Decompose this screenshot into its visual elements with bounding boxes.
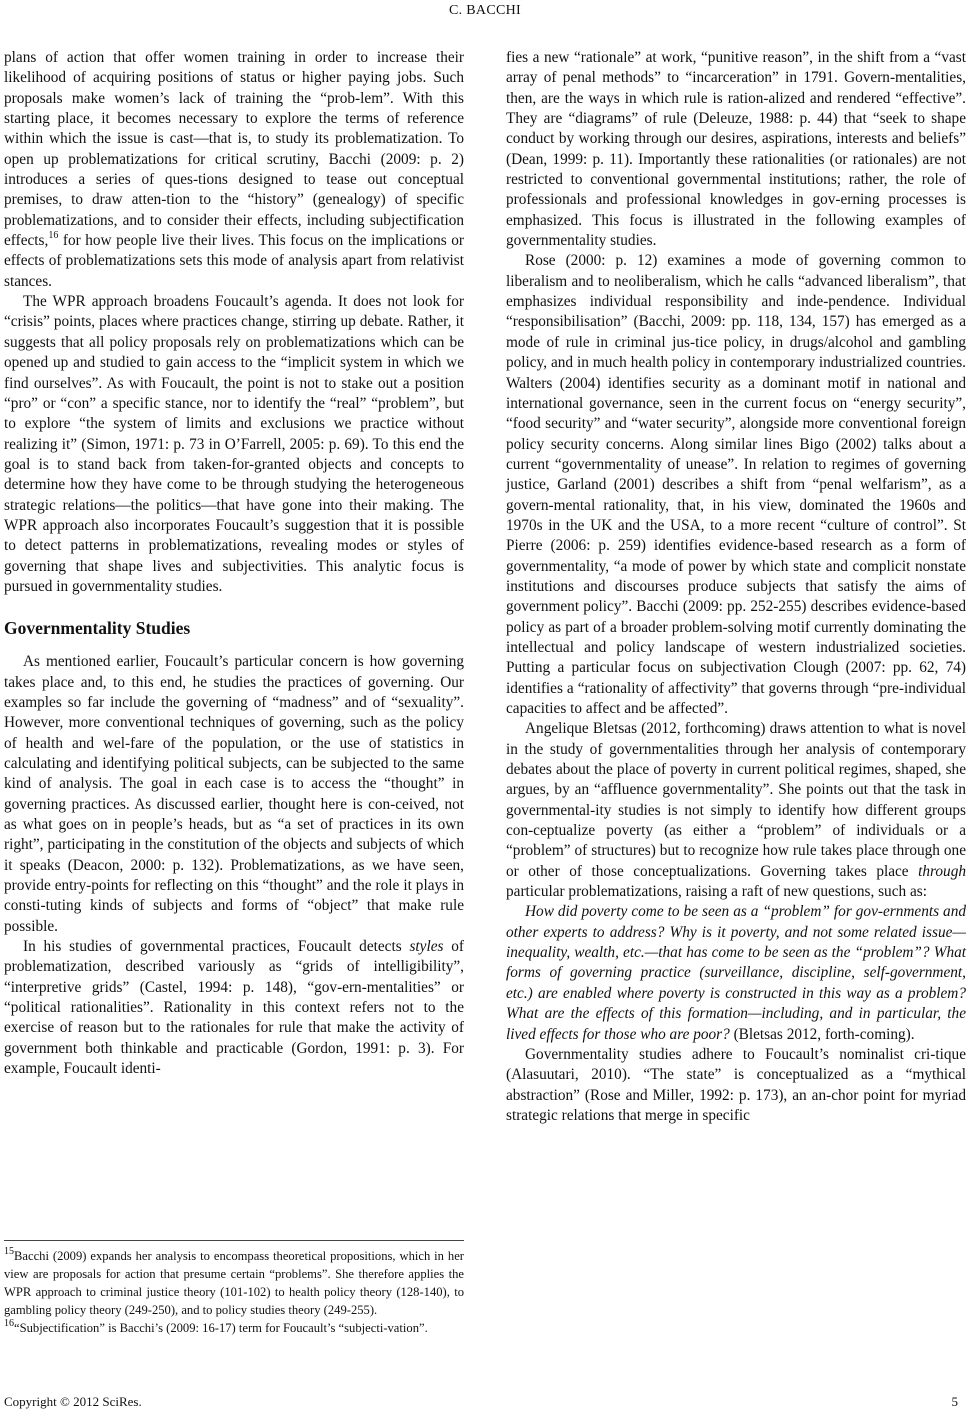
paragraph-text: of problematization, described variously as “grids of intelligibility”, “interpretive grids” (Castel, 1994: p. 148), “gov-ern-mentalities” or “political rationalities”. Rationality in this context refers not to the exercise of reason but to the rationales for rule that make the activity of government both thinkable and practicable (Gordon, 1991: p. 3). For example, Foucault identi- (4, 938, 464, 1078)
paragraph: Rose (2000: p. 12) examines a mode of governing common to liberalism and to neoliberalism, which he calls “advanced liberalism”, that emphasizes individual responsibility and inde-pendence. Individual “responsibilisation” (Bacchi, 2009: pp. 118, 134, 157) has emerged as a mode of rule in criminal jus-tice policy, in drugs/alcohol and gambling policy, and in much health policy in contemporary industrialized countries. Walters (2004) identifies security as a dominant motif in national and international governance, seen in the current focus on “energy security”, “food security” and “water security”, alongside more conventional foreign policy security concerns. Along similar lines Bigo (2002) talks about a current “governmentality of unease”. In relation to regimes of governing justice, Garland (2001) describes a shift from “penal welfarism”, as a govern-mental rationality, that, in his view, dominated the 1960s and 1970s in the UK and the USA, to a more recent “culture of control”. St Pierre (2006: p. 259) identifies evidence-based research as a form of governmentality, “a mode of power by which state and complicit nonstate institutions and discourses produce subjects that satisfy the aims of government policy”. Bacchi (2009: pp. 252-255) describes evidence-based policy as part of a broader problem-solving motif currently dominating the intellectual and policy landscape of western industrialized societies. Putting a particular focus on subjectivation Clough (2007: pp. 62, 74) identifies a “rationality of affectivity” that governs through “pre-individual capacities to affect and be affected”. (506, 252, 966, 717)
paragraph: fies a new “rationale” at work, “punitive reason”, in the shift from a “vast array of penal methods” to “incarceration” in 1791. Govern-mentalities, then, are the ways in which rule is ration-alized and rendered “effective”. They are “diagrams” of rule (Deleuze, 1988: p. 44) that “seek to shape conduct by working through our desires, aspirations, interests and beliefs” (Dean, 1999: p. 11). Importantly these rationalities (or rationales) are not restricted to conventional governmental institutions; rather, the role of professionals and professional knowledges in gov-erning processes is emphasized. This focus is illustrated in the following examples of governmentality studies. (506, 49, 966, 250)
paragraph (4, 48, 464, 292)
page-number: 5 (951, 1394, 958, 1409)
running-head: C. BACCHI (449, 3, 521, 18)
paragraph-text: for how people live their lives. This focus on the implications or effects of problematizations sets this mode of analysis apart from relativist stances. (4, 232, 464, 290)
quoted-questions (506, 902, 966, 1044)
paragraph (506, 719, 966, 902)
citation: (Bletsas 2012, forth-coming). (729, 1025, 915, 1043)
footnote-number: 16 (4, 1317, 14, 1329)
paragraph: Governmentality studies adhere to Foucault’s nominalist cri-tique (Alasuutari, 2010). “The state” is conceptualized as a “mythical abstraction” (Rose and Miller, 1992: p. 173), an an-chor point for myriad strategic relations that merge in specific (506, 1045, 966, 1124)
paragraph-text: particular problematizations, raising a raft of new questions, such as: (506, 883, 927, 901)
left-column (4, 48, 464, 1080)
footnote-ref[interactable]: 16 (48, 230, 59, 241)
paragraph-text: plans of action that offer women training in order to increase their likelihood of acquiring positions of status or higher paying jobs. Such proposals make women’s lack of training the “prob-lem”. With this starting place, it becomes necessary to explore the terms of reference within which the issue is cast—that is, to study its problematization. To open up problematizations for critical scrutiny, Bacchi (2009: p. 2) introduces a series of ques-tions designed to tease out conceptual premises, to draw atten-tion to the “history” (genealogy) of specific problematizations, and to consider their effects, including subjectification effects, (4, 49, 464, 250)
footnote-15 (4, 1247, 464, 1319)
section-title: Governmentality Studies (4, 618, 191, 639)
paragraph: The WPR approach broadens Foucault’s agenda. It does not look for “crisis” points, places where practices change, stirring up debate. Rather, it suggests that all policy proposals rely on problematizations which can be opened up and studied to gain access to the “implicit system in which we find ourselves”. As with Foucault, the point is not to stake out a position “pro” or “con” a specific stance, nor to identify the “real” “problem”, but to explore “the system of limits and exclusions we practice without realizing it” (Simon, 1971: p. 73 in O’Farrell, 2005: p. 69). To this end the goal is to stand back from taken-for-granted objects and concepts to determine how they have come to be through studying the heterogeneous strategic relations—the politics—that have gone into their making. The WPR approach also incorporates Foucault’s suggestion that it is possible to detect patterns in problematizations, revealing modes or styles of governing that shape lives and subjectivities. This analytic focus is pursued in governmentality studies. (4, 293, 464, 595)
footnote-text: “Subjectification” is Bacchi’s (2009: 16-17) term for Foucault’s “subjecti-vation”. (14, 1321, 428, 1335)
footnote-number: 15 (4, 1245, 14, 1257)
paragraph-text: In his studies of governmental practices, Foucault detects (23, 938, 410, 956)
paragraph: As mentioned earlier, Foucault’s particular concern is how governing takes place and, to this end, he studies the practices of governing. Our examples so far include the governing of “madness” and of “sexuality”. However, more conventional techniques of governing, such as the policy of health and wel-fare of the population, or the use of statistics in calculating and identifying political subjects, can be subjected to the same kind of analysis. The goal in each case is to access the “thought” in governing practices. As discussed earlier, thought here is con-ceived, not as what goes on in people’s heads, but as “a set of practices in its own right”, participating in the constitution of the objects and subjects of which it speaks (Deacon, 2000: p. 132). Problematizations, as we have seen, provide entry-points for reflecting on this “thought” and the role it plays in consti-tuting kinds of subjects and forms of “object” that make rule possible. (4, 653, 464, 935)
emphasis: styles (409, 938, 444, 956)
right-column (506, 48, 966, 1126)
copyright: Copyright © 2012 SciRes. (4, 1394, 142, 1409)
footnote-text: Bacchi (2009) expands her analysis to encompass theoretical propositions, which in her view are proposals for action that presume certain “problems”. She therefore applies the WPR approach to criminal justice theory (101-102) to health policy theory (128-140), to gambling policy theory (249-250), and to policy studies theory (249-255). (4, 1249, 464, 1317)
emphasis: through (918, 862, 966, 880)
emphasis: How did poverty come to be seen as a “problem” for gov-ernments and other experts to address? Why is it poverty, and not some related issue—inequality, wealth, etc.—that has come to be seen as the “problem”? What forms of governing practice (surveillance, discipline, self-government, etc.) are enabled where poverty is constructed in this way as a problem? What are the effects of this formation—including, and in particular, the lived effects for those who are poor? (506, 903, 966, 1043)
paragraph (4, 937, 464, 1079)
paragraph-text: Angelique Bletsas (2012, forthcoming) draws attention to what is novel in the study of governmentalities through her analysis of contemporary debates about the place of poverty in current political regimes, shaped, she argues, by an “affluence governmentality”. She points out that the task in governmental-ity studies is not simply to identify how different groups con-ceptualize poverty (as either a “problem” of individuals or a “problem” of structures) but to recognize how rule takes place through one or other of those conceptualizations. Governing takes place (506, 720, 966, 880)
footnotes (4, 1240, 464, 1337)
footnote-16 (4, 1319, 464, 1337)
